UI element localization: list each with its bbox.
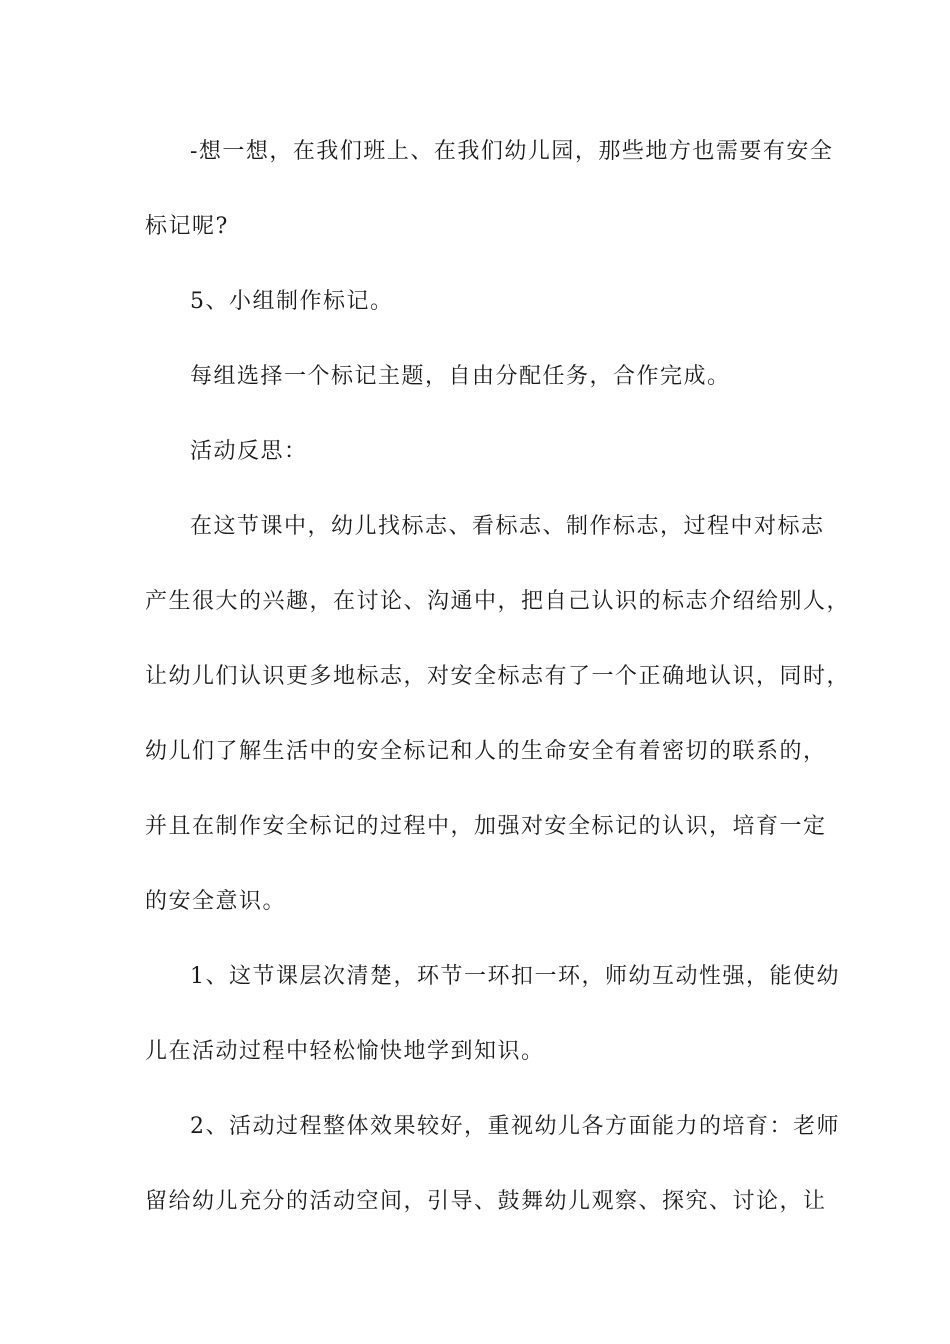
text-line: 在这节课中，幼儿找标志、看标志、制作标志，过程中对标志 [190, 514, 825, 539]
text-line: 标记呢? [145, 214, 229, 239]
text-line: 1、这节课层次清楚，环节一环扣一环，师幼互动性强，能使幼 [190, 964, 840, 989]
text-line: 产生很大的兴趣，在讨论、沟通中，把自己认识的标志介绍给别人， [145, 589, 851, 614]
text-line: 并且在制作安全标记的过程中，加强对安全标记的认识，培育一定 [145, 814, 827, 839]
text-line: 2、活动过程整体效果较好，重视幼儿各方面能力的培育：老师 [190, 1114, 840, 1139]
text-line: -想一想，在我们班上、在我们幼儿园，那些地方也需要有安全 [190, 139, 834, 164]
text-line: 幼儿们了解生活中的安全标记和人的生命安全有着密切的联系的， [145, 739, 827, 764]
text-line: 让幼儿们认识更多地标志，对安全标志有了一个正确地认识，同时， [145, 664, 851, 689]
section-heading: 活动反思： [190, 439, 308, 464]
text-line: 的安全意识。 [145, 889, 287, 914]
text-line: 5、小组制作标记。 [190, 289, 394, 314]
text-line: 留给幼儿充分的活动空间，引导、鼓舞幼儿观察、探究、讨论，让 [145, 1189, 827, 1214]
text-line: 儿在活动过程中轻松愉快地学到知识。 [145, 1039, 545, 1064]
text-line: 每组选择一个标记主题，自由分配任务，合作完成。 [190, 364, 731, 389]
